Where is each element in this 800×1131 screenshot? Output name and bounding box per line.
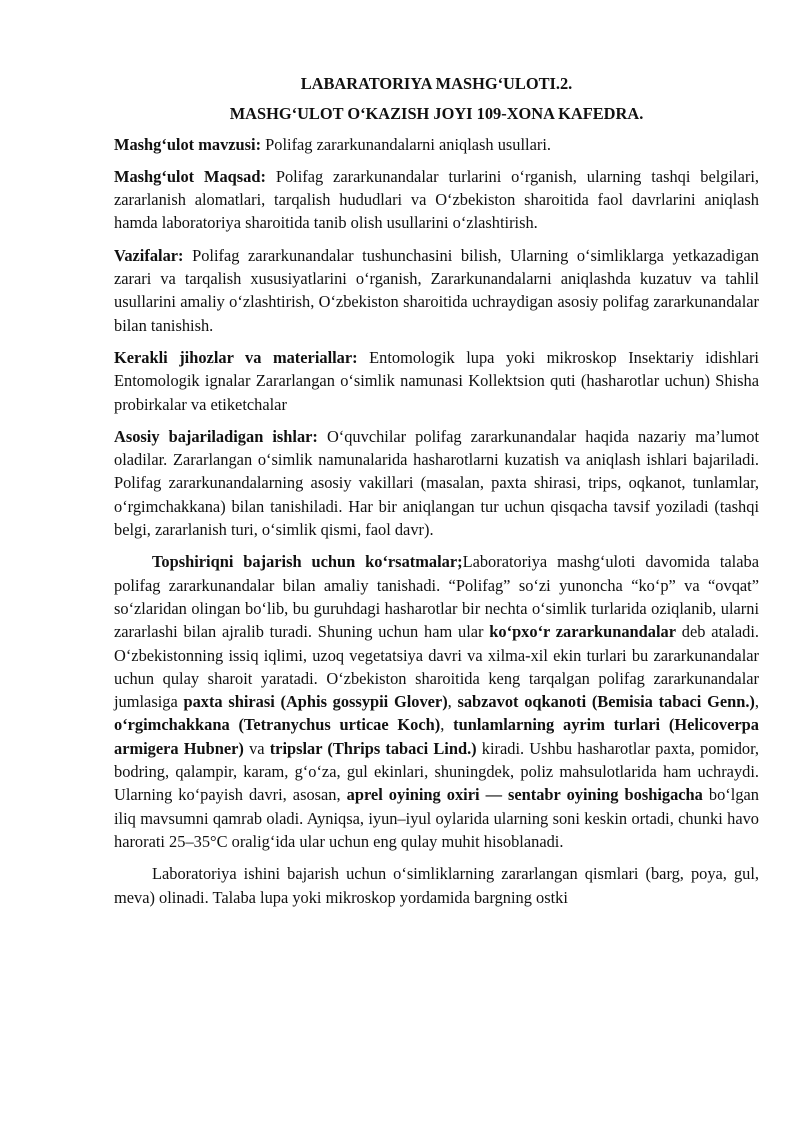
topic-label: Mashg‘ulot mavzusi: [114,134,262,154]
goal-paragraph [114,165,759,235]
goal-text: Polifag zararkunandalar turlarini o‘rganish, ularning tashqi belgilari, zararlanish alomatlari, tarqalish hududlari va O‘zbekiston sharoitida faol davrlarini aniqlash hamda laboratoriya sharoitida tanib olish usullarini o‘zlashtirish. [114,166,759,233]
main-work-label: Asosiy bajariladigan ishlar: [114,426,318,446]
instructions-text: , [440,715,454,735]
instructions-text: deb ataladi. O‘zbekistonning issiq iqlimi, uzoq vegetatsiya davri va xilma-xil ekin turlari bu zararkunandalar uchun qulay sharoit yaratadi. O‘zbekiston sharoitida keng tarqalgan polifag zararkunandalar jumlasiga [114,622,759,712]
active-period: aprel oyining oxiri — sentabr oyining boshigacha [346,785,703,805]
tasks-label: Vazifalar: [114,245,184,265]
instructions-text: kiradi. Ushbu hasharotlar paxta, pomidor, bodring, qalampir, karam, g‘o‘za, gul ekinlari, shuningdek, poliz mahsulotlarida ham uchraydi. Ularning ko‘payish davri, asosan, [114,738,760,805]
main-work-paragraph [114,425,759,541]
instructions-text: va [243,738,270,758]
equipment-paragraph [114,346,759,416]
species-bemisia: sabzavot oqkanoti (Bemisia tabaci Genn.) [457,692,755,712]
main-work-text: O‘quvchilar polifag zararkunandalar haqida nazariy ma’lumot oladilar. Zararlangan o‘simlik namunalarida hasharotlarni kuzatish va aniqlash ishlari bajariladi. Polifag zararkunandalarning asosiy vakillari (masalan, paxta shirasi, trips, oqkanot, tunlamlar, o‘rgimchakkana) bilan tanishiladi. Har bir aniqlangan tur uchun qisqacha tavsif yoziladi (tashqi belgi, zararlanish turi, o‘simlik qismi, faol davr). [114,426,759,540]
lab-title: LABARATORIYA MASHG‘ULOTI.2. [300,74,573,93]
instructions-text: , [447,692,458,712]
term-polyphagous: ko‘pxo‘r zararkunandalar [489,622,676,642]
species-tetranychus: o‘rgimchakkana (Tetranychus urticae Koch) [114,715,441,735]
species-thrips: tripslar (Thrips tabaci Lind.) [269,738,477,758]
species-helicoverpa: tunlamlarning ayrim turlari (Helicoverpa armigera Hubner) [114,715,759,758]
instructions-text: Laboratoriya mashg‘uloti davomida talaba polifag zararkunandalar bilan amaliy tanishadi. “Polifag” so‘zi yunoncha “ko‘p” va “ovqat” so‘zlaridan olingan bo‘lib, bu guruhdagi hasharotlar bir nechta o‘simlik turlarida oziqlanib, ularni zararlashi bilan ajralib turadi. Shuning uchun ham ular [114,552,759,642]
tasks-paragraph [114,244,759,337]
lab-procedure-paragraph: Laboratoriya ishini bajarish uchun o‘simliklarning zararlangan qismlari (barg, poya, gul, meva) olinadi. Talaba lupa yoki mikroskop yordamida bargning ostki [114,864,759,907]
equipment-text: Entomologik lupa yoki mikroskop Insektariy idishlari Entomologik ignalar Zararlangan o‘simlik namunasi Kollektsion quti (hasharotlar uchun) Shisha probirkalar va etiketchalar [114,347,759,414]
equipment-label: Kerakli jihozlar va materiallar: [114,347,358,367]
instructions-text: , [754,692,759,712]
instructions-paragraph [114,550,759,853]
instructions-label: Topshiriqni bajarish uchun ko‘rsatmalar; [152,552,463,572]
instructions-text: bo‘lgan iliq mavsumni qamrab oladi. Ayniqsa, iyun–iyul oylarida ularning soni keskin ortadi, chunki havo harorati 25–35°C oralig‘ida ular uchun eng qulay muhit hisoblanadi. [114,785,759,851]
species-aphis: paxta shirasi (Aphis gossypii Glover) [183,692,448,712]
topic-paragraph [114,133,759,156]
goal-label: Mashg‘ulot Maqsad: [114,166,266,186]
document-page [114,72,759,918]
tasks-text: Polifag zararkunandalar tushunchasini bilish, Ularning o‘simliklarga yetkazadigan zarari va tarqalish xususiyatlarini o‘rganish, Zararkunandalarni aniqlashda kuzatuv va tahlil usullarini amaliy o‘zlashtirish, O‘zbekiston sharoitida uchraydigan asosiy polifag zararkunandalar bilan tanishish. [114,245,759,335]
topic-text: Polifag zararkunandalarni aniqlash usullari. [261,134,551,154]
location-title: MASHG‘ULOT O‘KAZISH JOYI 109-XONA KAFEDRA. [229,104,644,124]
